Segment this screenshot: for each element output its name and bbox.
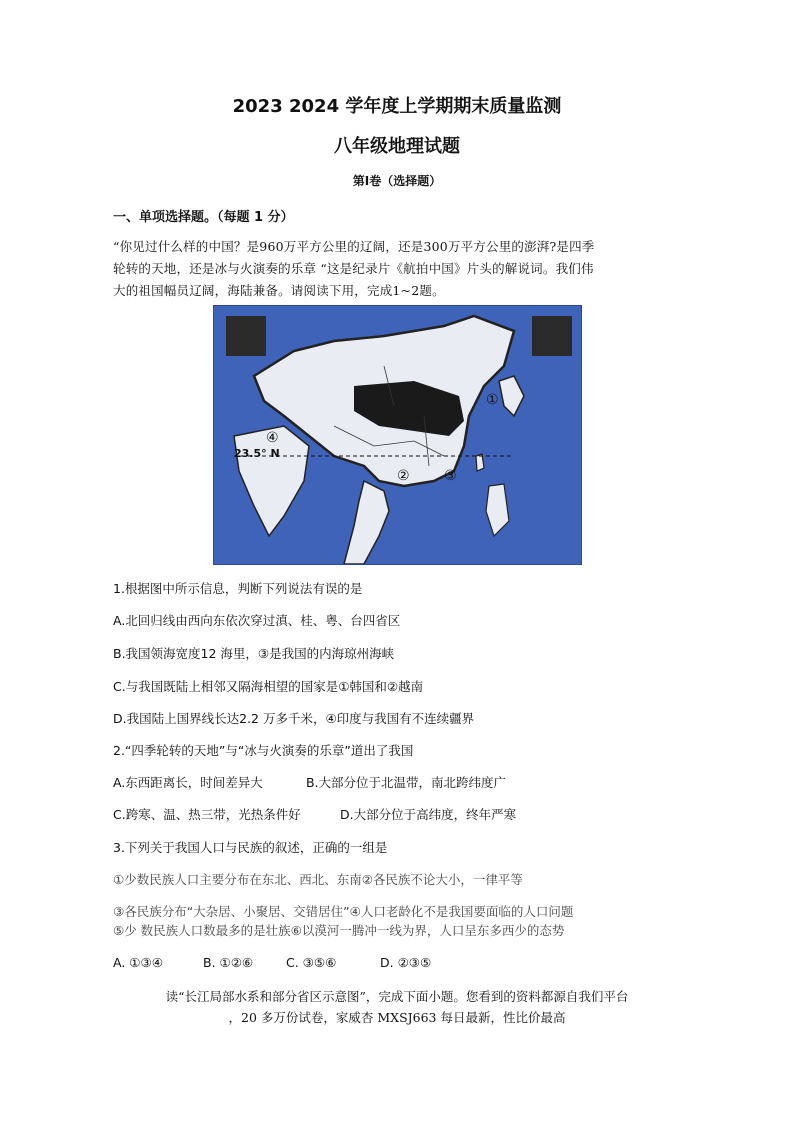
southeast-asia <box>344 481 389 564</box>
question-3-stem: 3.下列关于我国人口与民族的叙述，正确的一组是 <box>113 840 388 855</box>
exam-title: 2023 2024 学年度上学期期末质量监测 <box>232 96 562 117</box>
question-1-option-c: C.与我国既陆上相邻又隔海相望的国家是①韩国和②越南 <box>113 679 424 694</box>
question-2-option-a: A.东西距离长，时间差异大 <box>113 775 263 790</box>
philippines <box>486 484 509 536</box>
footer-line-1: 读“长江局部水系和部分省区示意图”，完成下面小题。您看到的资料都源自我们平台 <box>165 989 629 1004</box>
question-3-option-c: C. ③⑤⑥ <box>286 955 337 970</box>
marker-4: ④ <box>266 430 279 446</box>
intro-line: 轮转的天地，还是冰与火演奏的乐章 “这是纪录片《航拍中国》片头的解说词。我们伟 <box>113 261 594 276</box>
marker-2: ② <box>397 468 410 484</box>
question-1-option-d: D.我国陆上国界线长达2.2 万多千米，④印度与我国有不连续疆界 <box>113 711 475 726</box>
marker-3: ③ <box>444 468 457 484</box>
question-2-option-c: C.跨寒、温、热三带，光热条件好 <box>113 807 301 822</box>
intro-line: “你见过什么样的中国？是960万平方公里的辽阔，还是300万平方公里的澎湃?是四季 <box>113 239 595 254</box>
corner-badge-right <box>532 316 572 356</box>
section-heading: 一、单项选择题。（每题 1 分） <box>113 210 294 225</box>
question-2-option-d: D.大部分位于高纬度，终年严寒 <box>340 807 517 822</box>
question-2-option-b: B.大部分位于北温带，南北跨纬度广 <box>306 775 507 790</box>
question-3-statement-line: ⑤少 数民族人口数最多的是壮族⑥以漠河一腾冲一线为界，人口呈东多西少的态势 <box>113 923 565 938</box>
question-1-option-a: A.北回归线由西向东依次穿过滇、桂、粤、台四省区 <box>113 613 401 628</box>
intro-paragraph <box>113 236 693 302</box>
question-1-option-b: B.我国领海宽度12 海里，③是我国的内海琼州海峡 <box>113 646 395 661</box>
volume-label: 第Ⅰ卷（选择题） <box>352 174 442 188</box>
korea-japan <box>499 376 524 416</box>
intro-line: 大的祖国幅员辽阔，海陆兼备。请阅读下用，完成1~2题。 <box>113 283 445 298</box>
question-3-statement-line: ①少数民族人口主要分布在东北、西北、东南②各民族不论大小，一律平等 <box>113 872 523 887</box>
question-3-option-b: B. ①②⑥ <box>203 955 254 970</box>
question-3-statement-line: ③各民族分布“大杂居、小聚居、交错居住”④人口老龄化不是我国要面临的人口问题 <box>113 904 574 919</box>
taiwan <box>476 454 484 471</box>
question-3-option-d: D. ②③⑤ <box>380 955 432 970</box>
corner-badge-left <box>226 316 266 356</box>
question-1-stem: 1.根据图中所示信息，判断下列说法有误的是 <box>113 581 363 596</box>
question-3-option-a: A. ①③④ <box>113 955 163 970</box>
marker-1: ① <box>486 392 499 408</box>
latitude-label: 23.5° N <box>234 447 280 460</box>
exam-subtitle: 八年级地理试题 <box>334 136 460 157</box>
question-2-stem: 2.“四季轮转的天地”与“冰与火演奏的乐章”道出了我国 <box>113 743 414 758</box>
china-map-figure <box>213 305 582 565</box>
footer-line-2: ，20 多万份试卷，家威杏 MXSJ663 每日最新，性比价最高 <box>228 1010 566 1025</box>
